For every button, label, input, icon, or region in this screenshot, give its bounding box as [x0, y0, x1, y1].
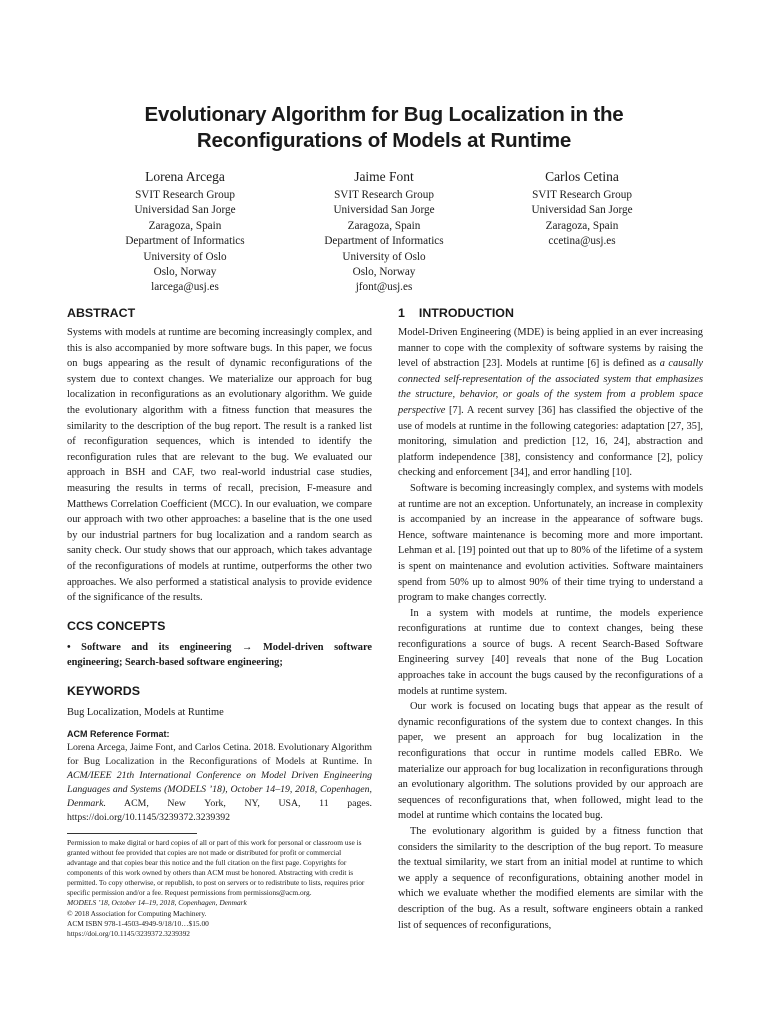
- affiliation-line: University of Oslo: [342, 250, 426, 263]
- affiliation-line: Zaragoza, Spain: [545, 219, 619, 232]
- isbn-line: ACM ISBN 978-1-4503-4949-9/18/10…$15.00: [67, 918, 209, 928]
- introduction-heading: [398, 305, 703, 321]
- keywords-heading: KEYWORDS: [67, 683, 140, 698]
- paper-title: Evolutionary Algorithm for Bug Localization in the Reconfigurations of Models at Runtime: [144, 103, 624, 152]
- author-block-2: [274, 168, 494, 296]
- footnote-divider: [67, 833, 197, 834]
- affiliation-line: University of Oslo: [143, 250, 227, 263]
- intro-definition: a causally connected self-representation of the associated system that emphasizes the structure, behavior, or goals of the system from a problem space perspective: [398, 358, 704, 416]
- affiliation-line: Universidad San Jorge: [531, 204, 633, 217]
- intro-paragraph-5: The evolutionary algorithm is guided by a fitness function that considers the similarity to the description of the bug report. To measure the textual similarity, we start from an initial model at runtime to which we apply a sequence of reconfigurations, obtaining another model in which we evaluate whether the modified elements are similar with the description of the bug. As a result, software engineers obtain a ranked list of sequences of reconfigurations,: [398, 826, 703, 931]
- right-column: [398, 305, 703, 933]
- author-email[interactable]: ccetina@usj.es: [548, 235, 616, 248]
- intro-paragraph-3: In a system with models at runtime, the models experience reconfigurations at runtime due to context changes, being these reconfigurations a source of bugs. A recent Search-Based Software Engineering survey [40] reveals that none of the Bug Location approaches take in account the bugs caused by the reconfigurations of a models at runtime system.: [398, 607, 703, 697]
- affiliation-line: Oslo, Norway: [153, 266, 217, 279]
- author-block-1: [75, 168, 295, 296]
- author-email[interactable]: larcega@usj.es: [151, 281, 219, 294]
- reference-format-text: [67, 741, 372, 824]
- reference-authors: Lorena Arcega, Jaime Font, and Carlos Cetina. 2018. Evolutionary Algorithm for Bug Localization in the Reconfigurations of Models at Runtime. In: [67, 742, 372, 768]
- affiliation-line: Department of Informatics: [324, 235, 444, 248]
- reference-format-heading: ACM Reference Format:: [67, 729, 170, 740]
- reference-publisher[interactable]: ACM, New York, NY, USA, 11 pages. https://doi.org/10.1145/3239372.3239392: [67, 798, 372, 823]
- author-email[interactable]: jfont@usj.es: [355, 281, 413, 294]
- affiliation-line: SVIT Research Group: [135, 189, 235, 201]
- intro-paragraph-1: [398, 325, 703, 481]
- copyright-line: © 2018 Association for Computing Machinery.: [67, 908, 207, 918]
- intro-text: Model-Driven Engineering (MDE) is being applied in an ever increasing manner to cope with the complexity of software systems by raising the level of abstraction [23]. Models at runtime [6] is defined as: [398, 327, 703, 370]
- intro-paragraph-2: Software is becoming increasingly complex, and systems with models at runtime are not an exception. Unfortunately, an increase in complexity is accompanied by an increase in the appearance of software bugs. Hence, software maintenance is becoming more and more important. Lehman et al. [19] pointed out that up to 80% of the lifetime of a system is spent on maintenance and evolution activities. Software maintainers spend from 50% up to almost 90% of their time trying to understand a program to make changes correctly.: [398, 482, 703, 604]
- author-name: Jaime Font: [354, 169, 414, 184]
- author-block-3: [472, 168, 692, 250]
- ccs-heading: CCS CONCEPTS: [67, 618, 166, 633]
- author-name: Lorena Arcega: [145, 169, 225, 184]
- reference-venue: ACM/IEEE 21th International Conference on Model Driven Engineering Languages and Systems (MODELS ’18), October 14–19, 2018, Copenhagen, Denmark.: [67, 770, 372, 810]
- permission-venue: MODELS ’18, October 14–19, 2018, Copenhagen, Denmark: [67, 898, 247, 908]
- affiliation-line: Department of Informatics: [125, 235, 245, 248]
- section-number: 1: [398, 306, 405, 320]
- affiliation-line: Zaragoza, Spain: [148, 219, 222, 232]
- permission-notice: Permission to make digital or hard copies of all or part of this work for personal or classroom use is granted without fee provided that copies are not made or distributed for profit or commercial advantage and that copies bear this notice and the full citation on the first page. Copyrights for components of this work owned by others than ACM must be honored. Abstracting with credit is permitted. To copy otherwise, or republish, to post on servers or to redistribute to lists, requires prior specific permission and/or a fee. Request permissions from permissions@acm.org.: [67, 837, 365, 898]
- keywords-text: Bug Localization, Models at Runtime: [67, 706, 224, 718]
- affiliation-line: SVIT Research Group: [334, 189, 434, 201]
- section-title: INTRODUCTION: [418, 306, 514, 320]
- affiliation-line: Universidad San Jorge: [134, 204, 236, 217]
- affiliation-line: Universidad San Jorge: [333, 204, 435, 217]
- doi-link[interactable]: https://doi.org/10.1145/3239372.3239392: [67, 928, 190, 938]
- left-column: [67, 305, 372, 939]
- intro-text: [7]. A recent survey [36] has classified the objective of the use of models at runtime in the following categories: adaptation [27, 35], monitoring, simulation and prediction [12, 16, 24], abstraction and platform independence [38], consistency and conformance [2], policy checking and enforcement [34], and error handling [10].: [398, 404, 703, 479]
- abstract-heading: ABSTRACT: [67, 306, 136, 320]
- intro-paragraph-4: Our work is focused on locating bugs that appear as the result of dynamic reconfigurations of the system due to context changes. In this paper, we present an approach for bug localization in the reconfigurations that occur in runtime models called EBRo. We materialize our approach for bug localization in reconfigurations through an evolutionary algorithm. The solutions provided by our approach are sequences of reconfigurations that, when followed, might lead to the model at runtime which contains the located bug.: [398, 701, 703, 822]
- author-name: Carlos Cetina: [545, 169, 619, 184]
- abstract-text: Systems with models at runtime are becoming increasingly complex, and this is also accompanied by more software bugs. In this paper, we focus on bugs appearing as the result of dynamic reconfigurations of the system due to context changes. We materialize our approach for bug localization in reconfigurations as an evolutionary algorithm. We guide the evolutionary algorithm with a fitness function that measures the similarity to the description of the bug report. The result is a ranked list of reconfiguration sequences, which is intended to identify the reconfiguration rules that are relevant to the bug. We evaluated our approach in BSH and CAF, two real-world industrial case studies, measuring the results in terms of recall, precision, F-measure and Matthews Correlation Coefficient (MCC). In our evaluation, we compare our approach with two other approaches: a baseline that is the one used by our industrial partners for bug localization and a random search as sanity check. Our study shows that our approach, which takes advantage of the reconfigurations of models at runtime, outperforms the other two approaches. We also performed a statistical analysis to provide evidence of the significance of the results.: [67, 327, 372, 604]
- affiliation-line: Oslo, Norway: [352, 266, 416, 279]
- affiliation-line: SVIT Research Group: [532, 189, 632, 201]
- affiliation-line: Zaragoza, Spain: [347, 219, 421, 232]
- ccs-text: • Software and its engineering → Model-driven software engineering; Search-based software engineering;: [67, 641, 372, 669]
